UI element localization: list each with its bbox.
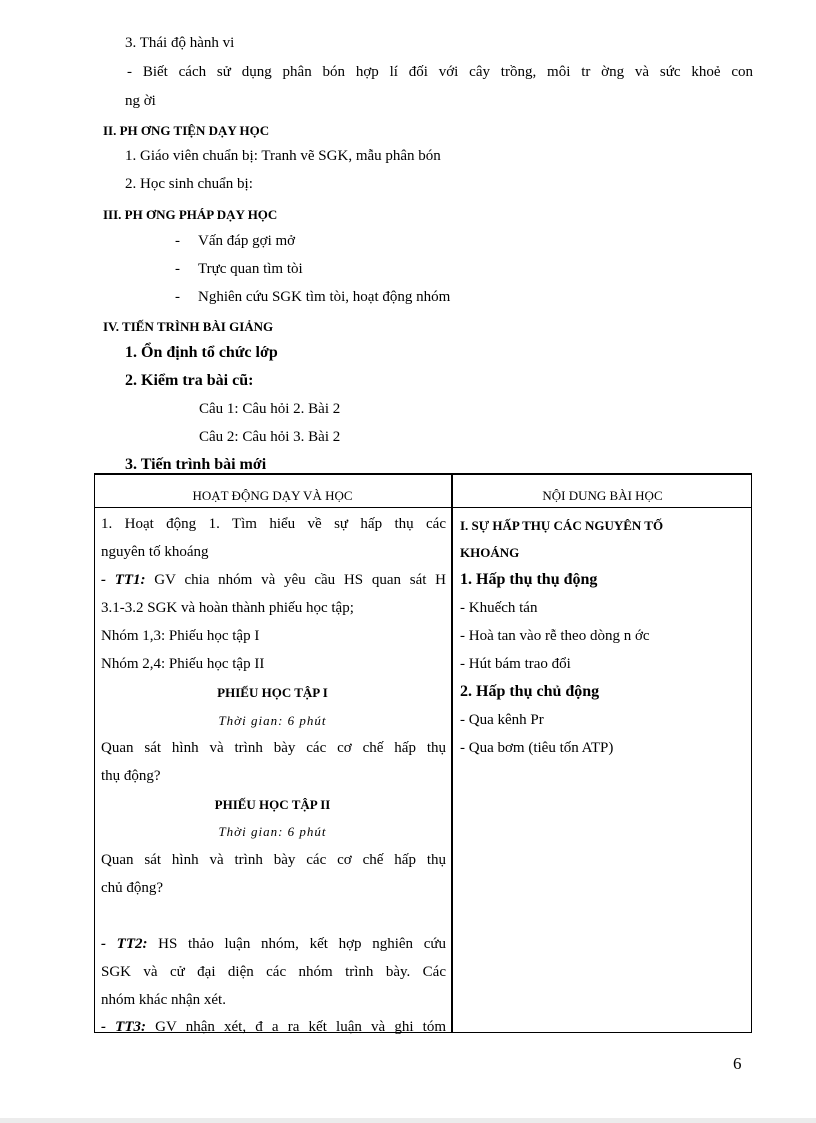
- worksheet-2-title: PHIẾU HỌC TẬP II: [214, 797, 331, 812]
- tt1-tag: - TT1:: [101, 572, 146, 588]
- tt2-line-2: SGK và cử đại diện các nhóm trình bày. Các: [101, 964, 446, 980]
- table-header-left: HOẠT ĐỘNG DẠY VÀ HỌC: [192, 488, 353, 503]
- content-item: - Khuếch tán: [460, 600, 538, 616]
- step-3: 3. Tiến trình bài mới: [125, 456, 267, 473]
- method-dash: -: [175, 261, 180, 277]
- tt1-line-cont: 3.1-3.2 SGK và hoàn thành phiếu học tập;: [101, 600, 354, 616]
- table-column-divider: [451, 473, 453, 1033]
- page-number: 6: [733, 1054, 742, 1073]
- section-2-heading: II. PH ƠNG TIỆN DẠY HỌC: [103, 123, 270, 138]
- section-4-heading: IV. TIẾN TRÌNH BÀI GIẢNG: [103, 319, 274, 334]
- attitude-line-cont: ng ời: [125, 93, 156, 109]
- attitude-line: - Biết cách sử dụng phân bón hợp lí đối với cây trồng, môi tr ờng và sức khoẻ con: [127, 64, 753, 80]
- worksheet-1-title: PHIẾU HỌC TẬP I: [217, 685, 328, 700]
- teacher-prep: 1. Giáo viên chuẩn bị: Tranh vẽ SGK, mẫu phân bón: [125, 148, 441, 164]
- content-item: - Hút bám trao đổi: [460, 656, 571, 672]
- method-item: Nghiên cứu SGK tìm tòi, hoạt động nhóm: [198, 289, 451, 305]
- worksheet-2-question-cont: chủ động?: [101, 880, 164, 896]
- method-dash: -: [175, 233, 180, 249]
- content-heading-1: I. SỰ HẤP THỤ CÁC NGUYÊN TỐ: [460, 518, 664, 533]
- table-header-right: NỘI DUNG BÀI HỌC: [542, 488, 663, 503]
- tt1-line: - TT1: GV chia nhóm và yêu cầu HS quan sát H: [101, 572, 446, 588]
- content-item: - Hoà tan vào rễ theo dòng n ớc: [460, 628, 650, 644]
- page-bottom-edge: [0, 1118, 816, 1123]
- method-item: Vấn đáp gợi mở: [198, 233, 296, 249]
- activity-1-title: 1. Hoạt động 1. Tìm hiểu về sự hấp thụ các: [101, 516, 446, 532]
- worksheet-1-question-cont: thụ động?: [101, 768, 161, 784]
- passive-absorption: 1. Hấp thụ thụ động: [460, 571, 598, 588]
- method-dash: -: [175, 289, 180, 305]
- section-3-heading: III. PH ƠNG PHÁP DẠY HỌC: [103, 207, 278, 222]
- step-2: 2. Kiểm tra bài cũ:: [125, 372, 254, 389]
- student-prep: 2. Học sinh chuẩn bị:: [125, 176, 253, 192]
- tt3-line: - TT3: GV nhận xét, đ a ra kết luận và ghi tóm: [101, 1019, 446, 1035]
- content-item: - Qua kênh Pr: [460, 712, 544, 728]
- active-absorption: 2. Hấp thụ chủ động: [460, 683, 600, 700]
- content-heading-1-cont: KHOÁNG: [460, 545, 520, 560]
- worksheet-1-question: Quan sát hình và trình bày các cơ chế hấp thụ: [101, 740, 446, 756]
- group-1-3: Nhóm 1,3: Phiếu học tập I: [101, 628, 260, 644]
- attitude-heading: 3. Thái độ hành vi: [125, 35, 235, 51]
- table-header-divider: [94, 507, 752, 508]
- activity-1-title-cont: nguyên tố khoáng: [101, 544, 209, 560]
- step-1: 1. Ổn định tổ chức lớp: [125, 344, 278, 361]
- group-2-4: Nhóm 2,4: Phiếu học tập II: [101, 656, 265, 672]
- worksheet-1-time: Thời gian: 6 phút: [218, 713, 327, 728]
- worksheet-2-time: Thời gian: 6 phút: [218, 824, 327, 839]
- question-2: Câu 2: Câu hỏi 3. Bài 2: [199, 429, 341, 445]
- method-item: Trực quan tìm tòi: [198, 261, 303, 277]
- worksheet-2-question: Quan sát hình và trình bày các cơ chế hấp thụ: [101, 852, 446, 868]
- tt2-line-3: nhóm khác nhận xét.: [101, 992, 226, 1008]
- tt2-tag: - TT2:: [101, 936, 148, 952]
- tt3-tag: - TT3:: [101, 1019, 146, 1035]
- content-item: - Qua bơm (tiêu tốn ATP): [460, 740, 614, 756]
- question-1: Câu 1: Câu hỏi 2. Bài 2: [199, 401, 341, 417]
- tt2-line: - TT2: HS thảo luận nhóm, kết hợp nghiên cứu: [101, 936, 446, 952]
